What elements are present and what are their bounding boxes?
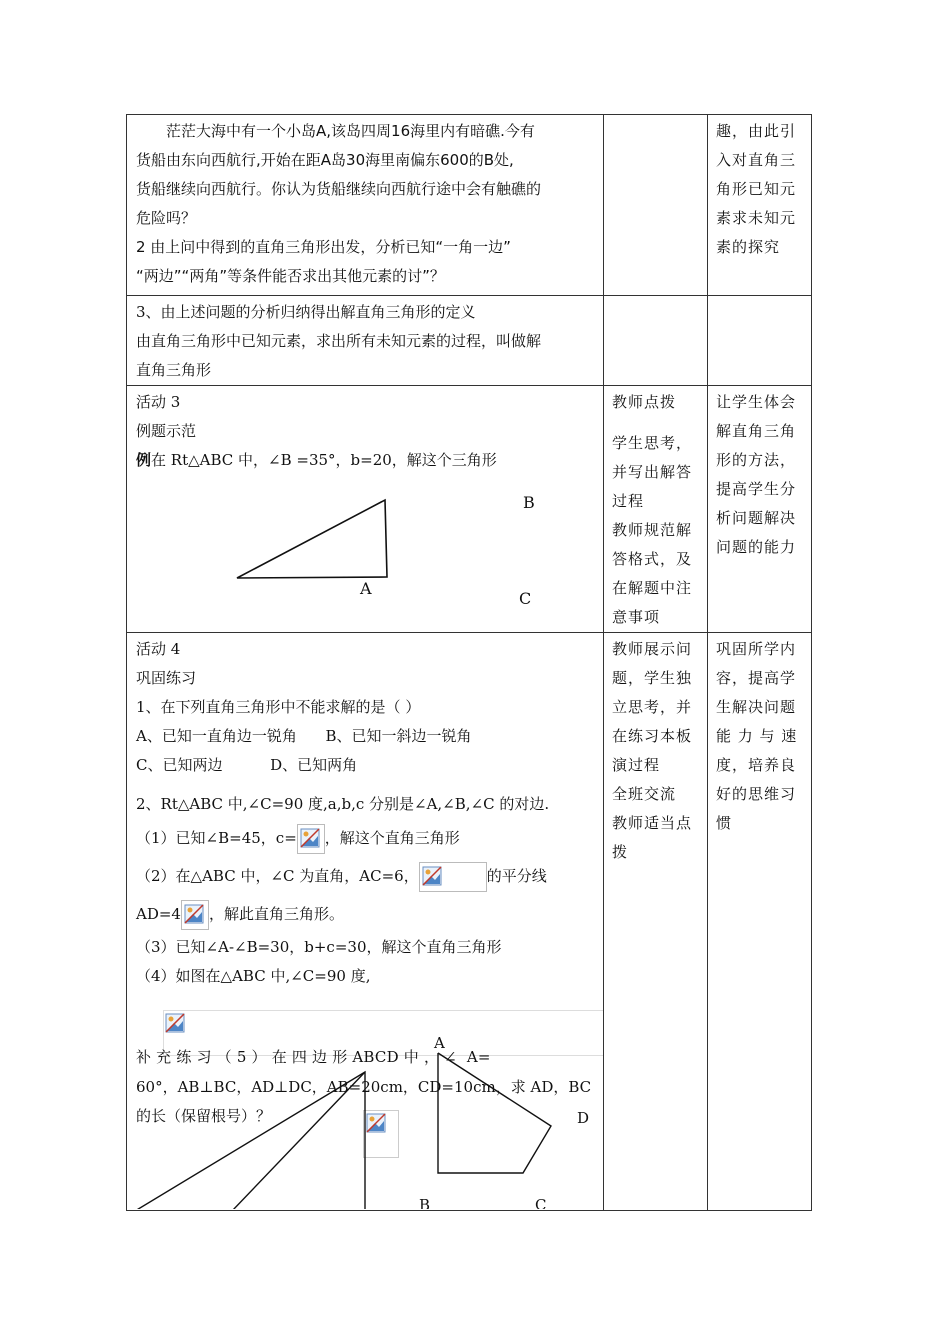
purpose-line: 好的思维习 xyxy=(716,785,797,803)
cell-activity4 xyxy=(127,633,604,1211)
question-2-2-ad: AD=4 xyxy=(136,905,181,923)
purpose-line: 角形已知元 xyxy=(716,180,797,198)
purpose-line: 让学生体会 xyxy=(716,393,797,411)
intro-q2-line-2: “两边”“两角”等条件能否求出其他元素的讨”？ xyxy=(136,267,445,285)
cell-intro-purpose xyxy=(708,115,812,296)
supplement-line-2: 60°，AB⊥BC，AD⊥DC，AB=20cm，CD=10cm，求 AD，BC xyxy=(136,1078,592,1096)
spacer xyxy=(612,417,701,429)
method-line: 教师点拨 xyxy=(612,393,677,411)
cell-definition xyxy=(127,296,604,386)
supplement-line-1: 补 充 练 习 （ 5 ） 在 四 边 形 ABCD 中 ， ∠ A= xyxy=(136,1048,491,1066)
method-line: 全班交流 xyxy=(612,785,677,803)
method-line: 题，学生独 xyxy=(612,669,693,687)
cell-intro-mid xyxy=(604,115,708,296)
purpose-line: 问题的能力 xyxy=(716,538,797,556)
method-line: 在练习本板 xyxy=(612,727,693,745)
purpose-line: 生解决问题 xyxy=(716,698,797,716)
activity4-subtitle: 巩固练习 xyxy=(136,669,197,687)
intro-line-1: 茫茫大海中有一个小岛A,该岛四周16海里内有暗礁.今有 xyxy=(166,122,535,140)
question-2-4: （4）如图在△ABC 中,∠C=90 度, xyxy=(136,967,371,985)
purpose-line: 解直角三角 xyxy=(716,422,797,440)
label-quad-d: D xyxy=(577,1109,590,1127)
purpose-line: 度，培养良 xyxy=(716,756,797,774)
lesson-plan-table xyxy=(126,114,812,1211)
question-2-2-text-end: 的平分线 xyxy=(486,867,547,885)
purpose-line: 容，提高学 xyxy=(716,669,797,687)
intro-line-4: 危险吗？ xyxy=(136,209,197,227)
question-2-1-text-end: ，解这个直角三角形 xyxy=(324,829,460,847)
intro-line-3: 货船继续向西航行。你认为货船继续向西航行途中会有触礁的 xyxy=(136,180,542,198)
label-quad-b: B xyxy=(419,1196,431,1209)
table-row-intro xyxy=(127,115,812,296)
activity3-title: 活动 3 xyxy=(136,393,181,411)
definition-text: 直角三角形 xyxy=(136,361,212,379)
cell-intro-content xyxy=(127,115,604,296)
method-line: 教师规范解 xyxy=(612,521,693,539)
purpose-line: 巩固所学内 xyxy=(716,640,797,658)
question-1: 1、在下列直角三角形中不能求解的是（ ） xyxy=(136,698,421,716)
intro-q2-line-1: 2 由上问中得到的直角三角形出发，分析已知“一角一边” xyxy=(136,238,511,256)
purpose-line: 提高学生分 xyxy=(716,480,797,498)
geometry-figures xyxy=(127,633,603,1209)
method-line: 演过程 xyxy=(612,756,661,774)
triangle-abc-shape xyxy=(237,500,387,578)
method-line: 立思考，并 xyxy=(612,698,693,716)
cell-activity4-purpose xyxy=(708,633,812,1211)
label-vertex-b: B xyxy=(523,493,535,512)
question-2: 2、Rt△ABC 中,∠C=90 度,a,b,c 分别是∠A,∠B,∠C 的对边. xyxy=(136,795,550,813)
method-line: 过程 xyxy=(612,492,645,510)
label-quad-c: C xyxy=(535,1196,547,1209)
method-line: 意事项 xyxy=(612,608,661,626)
purpose-line: 入对直角三 xyxy=(716,151,797,169)
purpose-line: 能 力 与 速 xyxy=(716,727,798,745)
question-2-3: （3）已知∠A-∠B=30，b+c=30，解这个直角三角形 xyxy=(136,938,502,956)
purpose-line: 趣，由此引 xyxy=(716,122,797,140)
method-line: 拨 xyxy=(612,843,629,861)
method-line: 教师适当点 xyxy=(612,814,693,832)
triangle-large xyxy=(135,1072,365,1209)
quadrilateral-abcd xyxy=(438,1053,551,1173)
table-row-activity3 xyxy=(127,386,812,633)
cell-activity3 xyxy=(127,386,604,633)
cell-activity3-purpose xyxy=(708,386,812,633)
question-2-2-text-end: ，解此直角三角形。 xyxy=(208,905,344,923)
purpose-line: 析问题解决 xyxy=(716,509,797,527)
label-quad-a: A xyxy=(434,1034,445,1052)
example-label: 例 xyxy=(136,451,152,469)
method-line: 教师展示问 xyxy=(612,640,693,658)
activity4-title: 活动 4 xyxy=(136,640,181,658)
cell-definition-mid xyxy=(604,296,708,386)
method-line: 答格式，及 xyxy=(612,550,693,568)
question-2-2-text: （2）在△ABC 中，∠C 为直角，AC=6， xyxy=(136,867,419,885)
purpose-line: 惯 xyxy=(716,814,733,832)
purpose-line: 素求未知元 xyxy=(716,209,797,227)
method-line: 并写出解答 xyxy=(612,463,693,481)
cell-definition-right xyxy=(708,296,812,386)
intro-line-2: 货船由东向西航行,开始在距A岛30海里南偏东600的B处, xyxy=(136,151,514,169)
activity3-subtitle: 例题示范 xyxy=(136,422,197,440)
definition-heading: 3、由上述问题的分析归纳得出解直角三角形的定义 xyxy=(136,303,476,321)
table-row-definition xyxy=(127,296,812,386)
cell-activity3-method xyxy=(604,386,708,633)
label-vertex-a: A xyxy=(360,579,372,598)
example-text: 在 Rt△ABC 中，∠B =35°，b=20，解这个三角形 xyxy=(151,451,497,469)
supplement-line-3: 的长（保留根号）？ xyxy=(136,1107,272,1125)
cell-activity4-method xyxy=(604,633,708,1211)
purpose-line: 素的探究 xyxy=(716,238,781,256)
question-1-options-ab: A、已知一直角边一锐角 B、已知一斜边一锐角 xyxy=(136,727,472,745)
table-row-activity4 xyxy=(127,633,812,1211)
question-2-1-text: （1）已知∠B=45，c= xyxy=(136,829,297,847)
definition-text: 由直角三角形中已知元素，求出所有未知元素的过程，叫做解 xyxy=(136,332,542,350)
purpose-line: 形的方法， xyxy=(716,451,797,469)
method-line: 在解题中注 xyxy=(612,579,693,597)
question-1-options-cd: C、已知两边 D、已知两角 xyxy=(136,756,358,774)
label-vertex-c: C xyxy=(519,589,532,608)
method-line: 学生思考， xyxy=(612,434,693,452)
